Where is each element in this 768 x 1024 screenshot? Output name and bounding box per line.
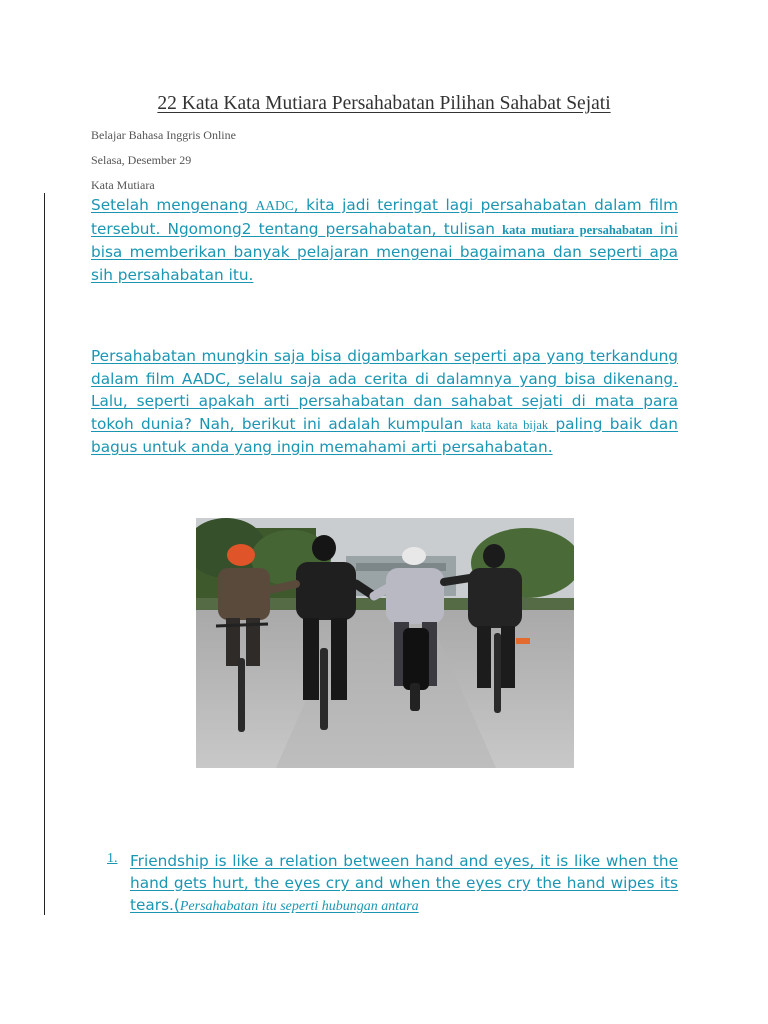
intro-text-1: Setelah mengenang (91, 196, 256, 214)
photo-illustration (196, 518, 574, 768)
friends-cycling-photo (196, 518, 574, 768)
second-text-1: Persahabatan mungkin saja bisa digambarkan seperti apa yang terkandung dalam film AADC, selalu saja ada cerita di dalamnya yang bisa dikenang. Lalu, seperti apakah arti persahabatan dan sahabat sejati di mata para tokoh dunia? Nah, berikut ini adalah kumpulan (91, 347, 678, 433)
article-author: Belajar Bahasa Inggris Online (91, 128, 236, 142)
quote-english: Friendship is like a relation between hand and eyes, it is like when the hand gets hurt, the eyes cry and when the eyes cry the hand wipes its tears.( (130, 852, 678, 914)
second-text-2: paling baik dan bagus untuk anda yang ingin memahami arti persahabatan. (91, 414, 678, 456)
second-paragraph (91, 345, 678, 459)
article-category: Kata Mutiara (91, 178, 155, 192)
kata-mutiara-link[interactable]: kata mutiara persahabatan (502, 222, 653, 237)
intro-text-3: ini bisa memberikan banyak pelajaran mengenai bagaimana dan seperti apa sih persahabatan itu. (91, 219, 679, 284)
list-item-quote (130, 850, 678, 918)
kata-bijak-link[interactable]: kata kata bijak (470, 417, 549, 432)
intro-paragraph (91, 194, 678, 286)
article-date: Selasa, Desember 29 (91, 153, 192, 167)
intro-text-2: , kita jadi teringat lagi persahabatan dalam film tersebut. Ngomong2 tentang persahabatan, tulisan (91, 196, 678, 238)
article-title: 22 Kata Kata Mutiara Persahabatan Pilihan Sahabat Sejati (157, 93, 611, 114)
margin-rule (44, 193, 45, 915)
quote-translation: Persahabatan itu seperti hubungan antara (179, 899, 419, 914)
aadc-link[interactable]: AADC (255, 198, 294, 213)
list-item-number: 1. (107, 851, 118, 866)
